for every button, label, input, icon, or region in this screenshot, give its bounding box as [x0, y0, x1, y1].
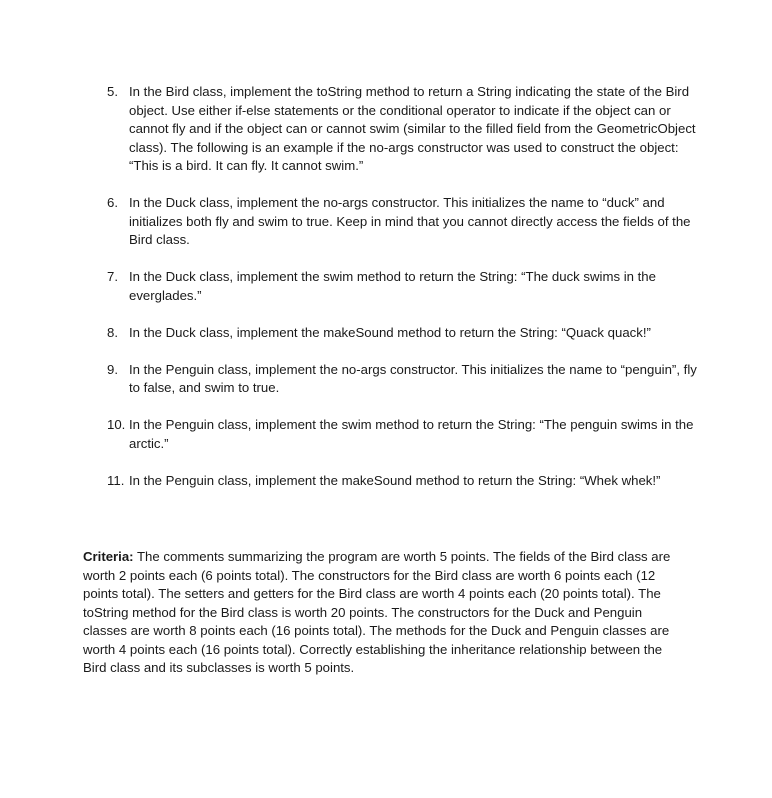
list-item-text: In the Penguin class, implement the swim method to return the String: “The penguin swims in the arctic.” — [129, 417, 694, 451]
criteria-paragraph — [83, 548, 683, 678]
list-item-number: 7. — [107, 269, 118, 284]
list-item-number: 10. — [107, 417, 126, 432]
list-item-text: In the Duck class, implement the swim method to return the String: “The duck swims in the everglades.” — [129, 269, 656, 303]
list-item-number: 5. — [107, 84, 118, 99]
list-item-number: 11. — [107, 472, 125, 488]
list-item — [107, 194, 697, 250]
list-item-number: 8. — [107, 324, 118, 340]
list-item-text: In the Duck class, implement the no-args constructor. This initializes the name to “duck” and initializes both fly and swim to true. Keep in mind that you cannot directly access the fields of the Bird class. — [129, 195, 691, 247]
list-item-number: 6. — [107, 195, 118, 210]
instruction-list — [107, 83, 697, 509]
list-item — [107, 472, 697, 491]
list-item-text: In the Duck class, implement the makeSound method to return the String: “Quack quack!” — [129, 324, 651, 340]
list-item — [107, 416, 697, 453]
criteria-label: Criteria: — [83, 549, 134, 564]
list-item — [107, 324, 697, 343]
list-item-text: In the Penguin class, implement the no-args constructor. This initializes the name to “penguin”, fly to false, and swim to true. — [129, 361, 697, 395]
list-item — [107, 83, 697, 176]
list-item-text: In the Bird class, implement the toString method to return a String indicating the state of the Bird object. Use either if-else statements or the conditional operator to indicate if the object can or cannot fly and if the object can or cannot swim (similar to the filled field from the GeometricObject class). The following is an example if the no-args constructor was used to construct the object: “This is a bird. It can fly. It cannot swim.” — [129, 84, 696, 173]
list-item — [107, 268, 697, 305]
list-item-text: In the Penguin class, implement the makeSound method to return the String: “Whek whek!” — [129, 472, 661, 488]
list-item — [107, 361, 697, 398]
criteria-text: The comments summarizing the program are worth 5 points. The fields of the Bird class are worth 2 points each (6 points total). The constructors for the Bird class are worth 6 points each (12 points total). The setters and getters for the Bird class are worth 4 points each (20 points total). The toString method for the Bird class is worth 20 points. The constructors for the Duck and Penguin classes are worth 8 points each (16 points total). The methods for the Duck and Penguin classes are worth 4 points each (16 points total). Correctly establishing the inheritance relationship between the Bird class and its subclasses is worth 5 points. — [83, 549, 671, 675]
list-item-number: 9. — [107, 361, 118, 377]
